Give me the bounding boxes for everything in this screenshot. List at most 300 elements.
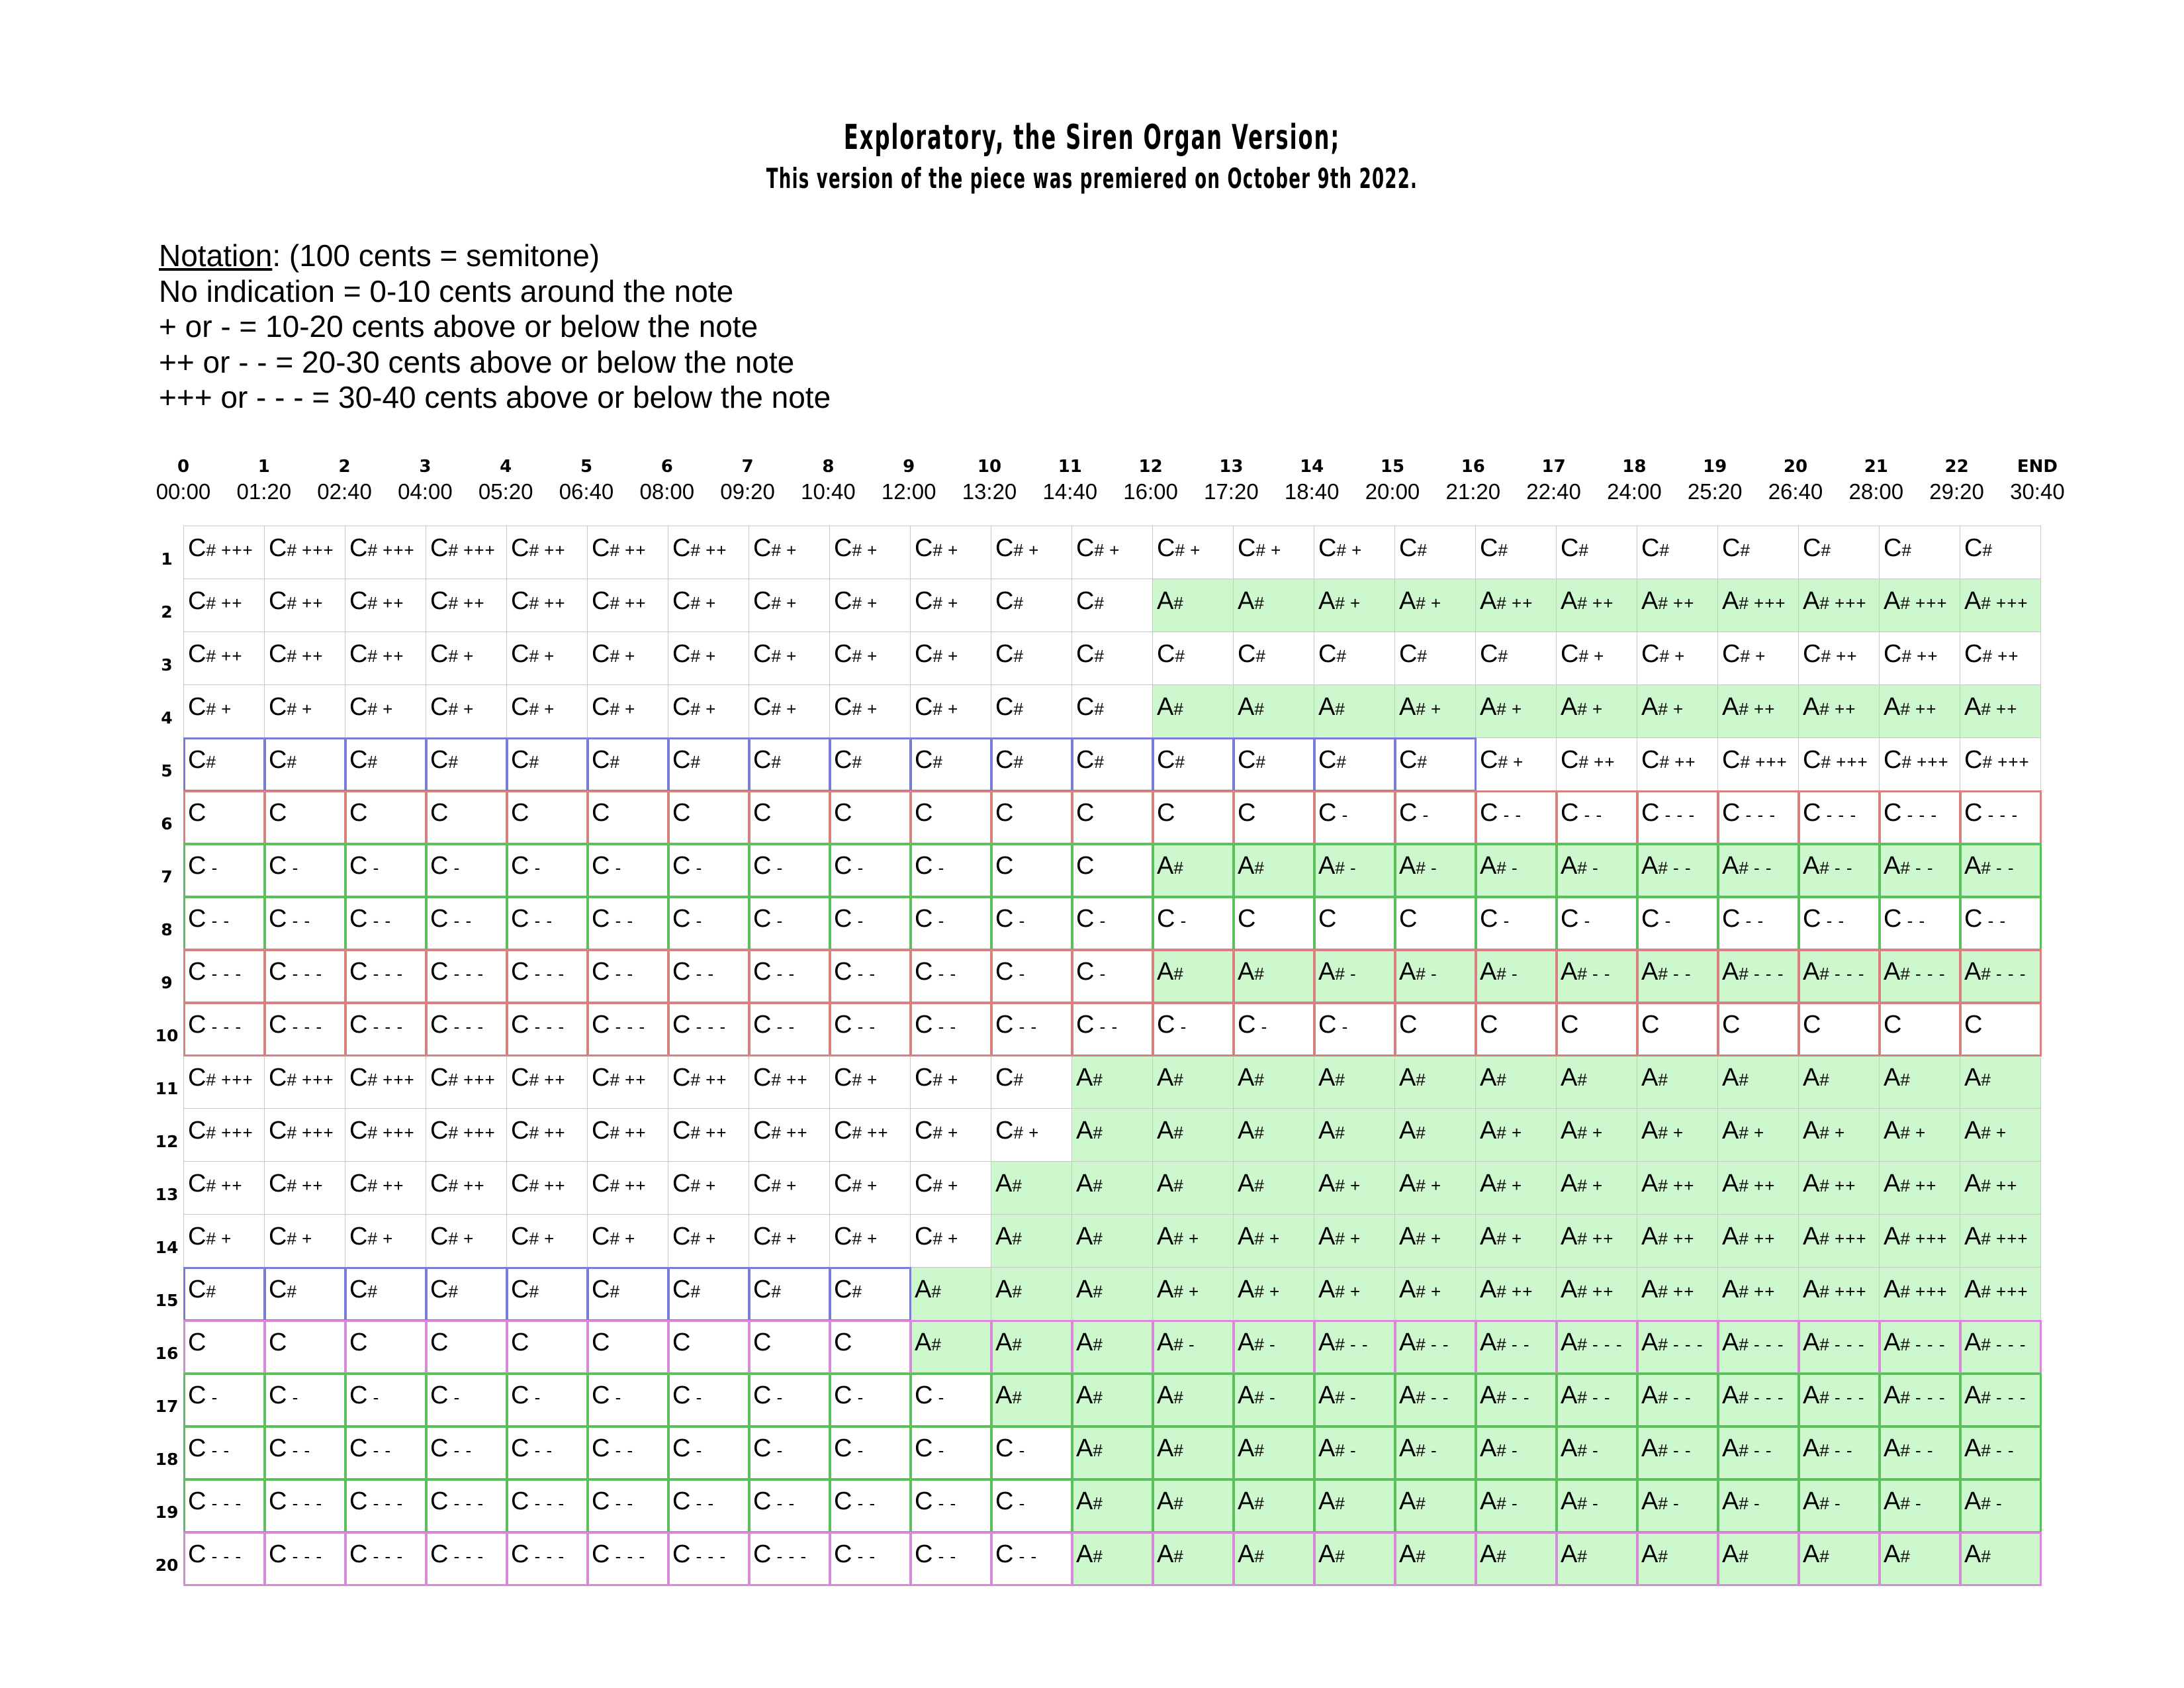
grid-cell: C xyxy=(829,1320,911,1374)
grid-cell: A# + xyxy=(1556,1161,1637,1215)
grid-cell: C - - xyxy=(587,949,668,1003)
grid-cell: C - - - xyxy=(183,1002,265,1056)
grid-cell: A# + xyxy=(1233,1214,1314,1268)
grid-cell: A# xyxy=(1071,1055,1153,1109)
grid-cell: C# ++ xyxy=(749,1108,830,1162)
grid-cell: C# ++ xyxy=(1798,632,1880,685)
grid-cell: C - - - xyxy=(1879,790,1960,844)
grid-cell: C - xyxy=(1233,1002,1314,1056)
grid-cell: C# ++ xyxy=(506,1055,588,1109)
grid-cell: C - - - xyxy=(426,1002,507,1056)
grid-cell: A# - xyxy=(1394,949,1476,1003)
grid-cell: A# - xyxy=(1960,1479,2041,1532)
grid-cell: C - - - xyxy=(1637,790,1718,844)
grid-cell: C - xyxy=(668,896,749,950)
row-label: 8 xyxy=(161,920,173,939)
grid-cell: C# +++ xyxy=(264,1108,345,1162)
axis-index-label: 20 xyxy=(1783,457,1808,477)
grid-cell: C - - xyxy=(1071,1002,1153,1056)
axis-index-label: 13 xyxy=(1219,457,1244,477)
grid-cell: A# - - - xyxy=(1960,1373,2041,1427)
axis-index-label: 16 xyxy=(1461,457,1485,477)
grid-cell: A# ++ xyxy=(1475,579,1557,632)
grid-cell: C# +++ xyxy=(183,526,265,579)
grid-cell: C - xyxy=(749,896,830,950)
grid-cell: C - xyxy=(668,843,749,897)
grid-cell: A# xyxy=(1152,1373,1234,1427)
grid-cell: C# xyxy=(426,737,507,791)
grid-cell: C# + xyxy=(910,632,991,685)
grid-cell: C# xyxy=(506,1267,588,1321)
grid-cell: C xyxy=(829,790,911,844)
grid-cell: A# - - - xyxy=(1717,1320,1799,1374)
row-label: 19 xyxy=(155,1503,179,1522)
grid-cell: C# ++ xyxy=(587,526,668,579)
grid-cell: A# + xyxy=(1394,1161,1476,1215)
grid-cell: C - - xyxy=(506,1426,588,1479)
grid-cell: A# - - - xyxy=(1717,1373,1799,1427)
axis-time-label: 02:40 xyxy=(317,479,372,504)
notation-line: No indication = 0-10 cents around the note xyxy=(159,273,734,308)
grid-cell: A# - xyxy=(1556,1479,1637,1532)
grid-cell: A# + xyxy=(1394,1267,1476,1321)
grid-cell: C - - xyxy=(1475,790,1557,844)
grid-cell: C# + xyxy=(1314,526,1395,579)
grid-cell: C - - - xyxy=(668,1532,749,1585)
grid-cell: C - - xyxy=(426,1426,507,1479)
grid-cell: C# ++ xyxy=(345,579,426,632)
grid-cell: A# - - xyxy=(1960,843,2041,897)
axis-index-label: END xyxy=(2017,457,2058,477)
grid-cell: C# xyxy=(1394,632,1476,685)
notation-line: + or - = 10-20 cents above or below the note xyxy=(159,309,758,344)
grid-cell: C - - - xyxy=(426,1532,507,1585)
grid-cell: C# xyxy=(1717,526,1799,579)
grid-cell: A# ++ xyxy=(1556,579,1637,632)
grid-cell: A# +++ xyxy=(1960,1267,2041,1321)
grid-cell: C - xyxy=(829,1426,911,1479)
grid-cell: C# +++ xyxy=(345,1055,426,1109)
grid-cell: C# xyxy=(910,737,991,791)
grid-cell: C - - xyxy=(1960,896,2041,950)
grid-cell: C# +++ xyxy=(1960,737,2041,791)
grid-cell: C - - xyxy=(749,949,830,1003)
axis-time-label: 22:40 xyxy=(1526,479,1581,504)
row-label: 16 xyxy=(155,1344,179,1363)
grid-cell: A# ++ xyxy=(1879,684,1960,738)
grid-cell: C# + xyxy=(345,684,426,738)
axis-index-label: 9 xyxy=(903,457,915,477)
grid-cell: C# + xyxy=(1637,632,1718,685)
grid-cell: C# xyxy=(1233,632,1314,685)
axis-index-label: 19 xyxy=(1703,457,1727,477)
grid-cell: A# +++ xyxy=(1798,579,1880,632)
grid-cell: A# + xyxy=(1314,579,1395,632)
grid-cell: C# + xyxy=(749,526,830,579)
grid-cell: C xyxy=(1798,1002,1880,1056)
axis-index-label: 5 xyxy=(580,457,593,477)
grid-cell: A# ++ xyxy=(1879,1161,1960,1215)
grid-cell: C# xyxy=(183,1267,265,1321)
grid-cell: A# - xyxy=(1314,1426,1395,1479)
grid-cell: A# xyxy=(1394,1532,1476,1585)
grid-cell: C - xyxy=(183,843,265,897)
grid-cell: A# xyxy=(991,1267,1072,1321)
grid-cell: A# + xyxy=(1879,1108,1960,1162)
grid-cell: C# ++ xyxy=(345,632,426,685)
grid-cell: C - - xyxy=(829,1479,911,1532)
grid-cell: C xyxy=(1879,1002,1960,1056)
grid-cell: C - xyxy=(749,843,830,897)
grid-cell: C# + xyxy=(506,632,588,685)
grid-cell: C# +++ xyxy=(264,526,345,579)
grid-cell: A# + xyxy=(1556,1108,1637,1162)
grid-cell: C - xyxy=(183,1373,265,1427)
grid-cell: C# + xyxy=(829,1214,911,1268)
grid-cell: A# xyxy=(1233,949,1314,1003)
axis-index-label: 1 xyxy=(257,457,270,477)
grid-cell: A# ++ xyxy=(1960,1161,2041,1215)
grid-cell: C - xyxy=(1556,896,1637,950)
grid-cell: A# xyxy=(1152,843,1234,897)
grid-cell: C# xyxy=(587,737,668,791)
grid-cell: C xyxy=(1233,896,1314,950)
grid-cell: A# xyxy=(1152,684,1234,738)
grid-cell: A# - - xyxy=(1475,1373,1557,1427)
grid-cell: A# +++ xyxy=(1879,1267,1960,1321)
grid-cell: A# xyxy=(1314,684,1395,738)
axis-time-label: 06:40 xyxy=(559,479,614,504)
grid-cell: C - - - xyxy=(264,1479,345,1532)
grid-cell: C# xyxy=(1071,684,1153,738)
grid-cell: A# xyxy=(1394,1479,1476,1532)
grid-cell: A# - - xyxy=(1798,1426,1880,1479)
grid-cell: C# + xyxy=(1556,632,1637,685)
grid-cell: C xyxy=(749,790,830,844)
grid-cell: A# - - xyxy=(1314,1320,1395,1374)
grid-cell: C xyxy=(264,1320,345,1374)
grid-cell: C# + xyxy=(910,1161,991,1215)
grid-cell: C# ++ xyxy=(587,579,668,632)
grid-cell: C# ++ xyxy=(506,1161,588,1215)
grid-cell: A# +++ xyxy=(1960,579,2041,632)
grid-cell: C# xyxy=(1071,579,1153,632)
grid-cell: A# - - xyxy=(1798,843,1880,897)
grid-cell: C# ++ xyxy=(506,526,588,579)
grid-cell: C - - xyxy=(910,1002,991,1056)
grid-cell: C - xyxy=(345,843,426,897)
grid-cell: C# xyxy=(1798,526,1880,579)
grid-cell: A# +++ xyxy=(1717,579,1799,632)
grid-cell: C - xyxy=(1152,1002,1234,1056)
grid-cell: A# - - xyxy=(1879,843,1960,897)
axis-index-label: 17 xyxy=(1541,457,1566,477)
axis-index-label: 8 xyxy=(822,457,835,477)
grid-cell: C - - xyxy=(587,1426,668,1479)
grid-cell: C# ++ xyxy=(829,1108,911,1162)
grid-cell: A# - - xyxy=(1475,1320,1557,1374)
grid-cell: A# xyxy=(1475,1532,1557,1585)
grid-cell: C# + xyxy=(749,1161,830,1215)
axis-time-label: 04:00 xyxy=(398,479,453,504)
grid-cell: C - xyxy=(587,843,668,897)
grid-cell: A# ++ xyxy=(1475,1267,1557,1321)
grid-cell: C# ++ xyxy=(668,526,749,579)
time-axis xyxy=(0,457,2184,516)
grid-cell: C - - - xyxy=(345,1532,426,1585)
grid-cell: C# + xyxy=(1071,526,1153,579)
grid-cell: A# ++ xyxy=(1717,1267,1799,1321)
grid-cell: A# xyxy=(1152,579,1234,632)
grid-cell: C xyxy=(1637,1002,1718,1056)
grid-cell: C# + xyxy=(829,579,911,632)
grid-cell: C# +++ xyxy=(1798,737,1880,791)
grid-cell: A# xyxy=(1233,579,1314,632)
grid-cell: C# + xyxy=(668,684,749,738)
grid-cell: A# xyxy=(1152,1108,1234,1162)
grid-cell: C - xyxy=(829,896,911,950)
grid-cell: A# xyxy=(1717,1055,1799,1109)
grid-cell: C# xyxy=(1394,526,1476,579)
grid-cell: C - xyxy=(264,843,345,897)
grid-cell: A# xyxy=(1152,1426,1234,1479)
grid-cell: C - xyxy=(345,1373,426,1427)
grid-cell: C - - xyxy=(183,896,265,950)
grid-cell: A# - xyxy=(1798,1479,1880,1532)
grid-cell: C# +++ xyxy=(183,1055,265,1109)
grid-cell: A# + xyxy=(1475,1108,1557,1162)
axis-time-label: 10:40 xyxy=(801,479,856,504)
row-label: 14 xyxy=(155,1238,179,1257)
grid-cell: A# xyxy=(1233,1108,1314,1162)
axis-index-label: 12 xyxy=(1138,457,1163,477)
grid-cell: C - - - xyxy=(426,949,507,1003)
grid-cell: C - - xyxy=(749,1479,830,1532)
axis-time-label: 20:00 xyxy=(1365,479,1420,504)
grid-cell: C# + xyxy=(183,684,265,738)
axis-time-label: 26:40 xyxy=(1768,479,1823,504)
grid-cell: C# xyxy=(829,737,911,791)
grid-cell: C - xyxy=(829,1373,911,1427)
grid-cell: A# xyxy=(1314,1055,1395,1109)
axis-index-label: 10 xyxy=(977,457,1002,477)
grid-cell: A# + xyxy=(1556,684,1637,738)
grid-cell: A# xyxy=(1556,1055,1637,1109)
grid-cell: C# + xyxy=(426,684,507,738)
grid-cell: A# xyxy=(1071,1320,1153,1374)
grid-cell: C - - - xyxy=(668,1002,749,1056)
grid-cell: C - - - xyxy=(264,949,345,1003)
grid-cell: C xyxy=(183,790,265,844)
grid-cell: A# - - xyxy=(1394,1373,1476,1427)
grid-cell: C - - xyxy=(345,896,426,950)
row-label: 1 xyxy=(161,549,173,569)
grid-cell: C - - - xyxy=(345,1002,426,1056)
grid-cell: C xyxy=(910,790,991,844)
grid-cell: A# xyxy=(991,1320,1072,1374)
grid-cell: A# xyxy=(1152,949,1234,1003)
grid-cell: A# + xyxy=(1637,1108,1718,1162)
grid-cell: C# +++ xyxy=(426,1055,507,1109)
grid-cell: A# xyxy=(1071,1426,1153,1479)
grid-cell: A# - xyxy=(1314,949,1395,1003)
grid-cell: C - - xyxy=(829,949,911,1003)
grid-cell: C# xyxy=(1475,632,1557,685)
grid-cell: C - - xyxy=(829,1532,911,1585)
grid-cell: C - xyxy=(910,1426,991,1479)
grid-cell: C# ++ xyxy=(749,1055,830,1109)
grid-cell: A# - - xyxy=(1637,843,1718,897)
grid-cell: C - xyxy=(264,1373,345,1427)
grid-cell: C# xyxy=(991,632,1072,685)
axis-index-label: 0 xyxy=(177,457,190,477)
grid-cell: C# + xyxy=(829,1055,911,1109)
grid-cell: C - - xyxy=(345,1426,426,1479)
grid-cell: A# +++ xyxy=(1879,1214,1960,1268)
grid-cell: A# - xyxy=(1394,843,1476,897)
grid-cell: C - xyxy=(1314,790,1395,844)
grid-cell: C# ++ xyxy=(426,579,507,632)
grid-cell: C# xyxy=(587,1267,668,1321)
grid-cell: C xyxy=(1717,1002,1799,1056)
grid-cell: C# xyxy=(1314,632,1395,685)
grid-cell: C xyxy=(1071,843,1153,897)
grid-cell: C - xyxy=(910,896,991,950)
axis-index-label: 11 xyxy=(1058,457,1082,477)
grid-cell: C xyxy=(345,1320,426,1374)
grid-cell: C# +++ xyxy=(345,1108,426,1162)
grid-cell: C# +++ xyxy=(264,1055,345,1109)
grid-cell: A# - xyxy=(1394,1426,1476,1479)
grid-cell: A# xyxy=(1233,1161,1314,1215)
axis-index-label: 14 xyxy=(1300,457,1324,477)
grid-cell: C# + xyxy=(668,579,749,632)
grid-cell: C# ++ xyxy=(183,632,265,685)
grid-cell: A# - - - xyxy=(1556,1320,1637,1374)
grid-cell: A# xyxy=(1314,1532,1395,1585)
grid-cell: C - - xyxy=(587,896,668,950)
grid-cell: C# xyxy=(1314,737,1395,791)
grid-cell: C - xyxy=(991,896,1072,950)
grid-cell: A# xyxy=(1394,1108,1476,1162)
grid-cell: C# + xyxy=(829,1161,911,1215)
grid-cell: C - xyxy=(1152,896,1234,950)
grid-cell: A# - - xyxy=(1717,843,1799,897)
row-label: 11 xyxy=(155,1079,179,1098)
grid-cell: C# + xyxy=(264,1214,345,1268)
grid-cell: C# ++ xyxy=(426,1161,507,1215)
grid-cell: C - xyxy=(1637,896,1718,950)
grid-cell: A# - xyxy=(1475,1479,1557,1532)
axis-time-label: 09:20 xyxy=(720,479,775,504)
axis-index-label: 18 xyxy=(1622,457,1647,477)
grid-cell: A# xyxy=(1314,1479,1395,1532)
grid-cell: A# - xyxy=(1879,1479,1960,1532)
row-label: 12 xyxy=(155,1132,179,1151)
grid-cell: C# + xyxy=(1717,632,1799,685)
grid-cell: A# + xyxy=(1960,1108,2041,1162)
grid-cell: C - - - xyxy=(1798,790,1880,844)
grid-cell: C# xyxy=(1152,737,1234,791)
grid-cell: A# +++ xyxy=(1798,1214,1880,1268)
grid-cell: C# +++ xyxy=(345,526,426,579)
grid-cell: C# ++ xyxy=(587,1108,668,1162)
grid-cell: C - - - xyxy=(264,1532,345,1585)
grid-cell: C# + xyxy=(991,1108,1072,1162)
grid-cell: C - - xyxy=(991,1532,1072,1585)
grid-cell: C - - xyxy=(829,1002,911,1056)
grid-cell: A# - - - xyxy=(1960,949,2041,1003)
grid-cell: A# ++ xyxy=(1556,1267,1637,1321)
grid-cell: C# xyxy=(1071,737,1153,791)
grid-cell: C# xyxy=(1394,737,1476,791)
grid-cell: A# - xyxy=(1637,1479,1718,1532)
grid-cell: C# ++ xyxy=(1637,737,1718,791)
grid-cell: C# xyxy=(1879,526,1960,579)
notation-heading-line xyxy=(159,238,831,274)
grid-cell: C# xyxy=(991,737,1072,791)
grid-cell: C# xyxy=(749,737,830,791)
axis-time-label: 18:40 xyxy=(1284,479,1340,504)
row-label: 9 xyxy=(161,973,173,992)
grid-cell: C xyxy=(668,790,749,844)
grid-cell: C# +++ xyxy=(426,526,507,579)
grid-cell: A# xyxy=(1071,1161,1153,1215)
grid-cell: C - - xyxy=(1879,896,1960,950)
grid-cell: A# - xyxy=(1556,1426,1637,1479)
row-label: 20 xyxy=(155,1556,179,1575)
grid-cell: C - xyxy=(506,843,588,897)
grid-cell: C# + xyxy=(426,632,507,685)
grid-cell: C - - xyxy=(264,1426,345,1479)
grid-cell: C - xyxy=(749,1426,830,1479)
grid-cell: C xyxy=(991,843,1072,897)
grid-cell: C# + xyxy=(668,1214,749,1268)
grid-cell: C# ++ xyxy=(345,1161,426,1215)
grid-cell: C# + xyxy=(264,684,345,738)
grid-cell: A# +++ xyxy=(1960,1214,2041,1268)
grid-cell: C xyxy=(1394,896,1476,950)
grid-cell: C - - xyxy=(668,949,749,1003)
grid-cell: C# + xyxy=(749,632,830,685)
grid-cell: C - xyxy=(1475,896,1557,950)
grid-cell: C xyxy=(1960,1002,2041,1056)
grid-cell: C - - - xyxy=(345,1479,426,1532)
grid-cell: C# xyxy=(264,737,345,791)
grid-cell: C xyxy=(506,1320,588,1374)
grid-cell: C# + xyxy=(910,1108,991,1162)
grid-cell: A# xyxy=(1879,1532,1960,1585)
grid-cell: C xyxy=(506,790,588,844)
grid-cell: A# - - - xyxy=(1879,949,1960,1003)
notation-legend xyxy=(159,238,831,416)
grid-cell: C# xyxy=(183,737,265,791)
row-label: 5 xyxy=(161,761,173,780)
row-label: 7 xyxy=(161,867,173,886)
axis-time-label: 05:20 xyxy=(478,479,533,504)
grid-cell: A# + xyxy=(1637,684,1718,738)
grid-cell: C# ++ xyxy=(506,1108,588,1162)
grid-cell: A# xyxy=(910,1320,991,1374)
grid-cell: C# ++ xyxy=(264,632,345,685)
grid-cell: A# - - xyxy=(1556,949,1637,1003)
grid-cell: A# - - xyxy=(1394,1320,1476,1374)
grid-cell: A# xyxy=(1798,1055,1880,1109)
grid-cell: A# - - xyxy=(1556,1373,1637,1427)
notation-heading: Notation xyxy=(159,238,273,273)
grid-cell: A# xyxy=(1314,1108,1395,1162)
grid-cell: A# ++ xyxy=(1556,1214,1637,1268)
